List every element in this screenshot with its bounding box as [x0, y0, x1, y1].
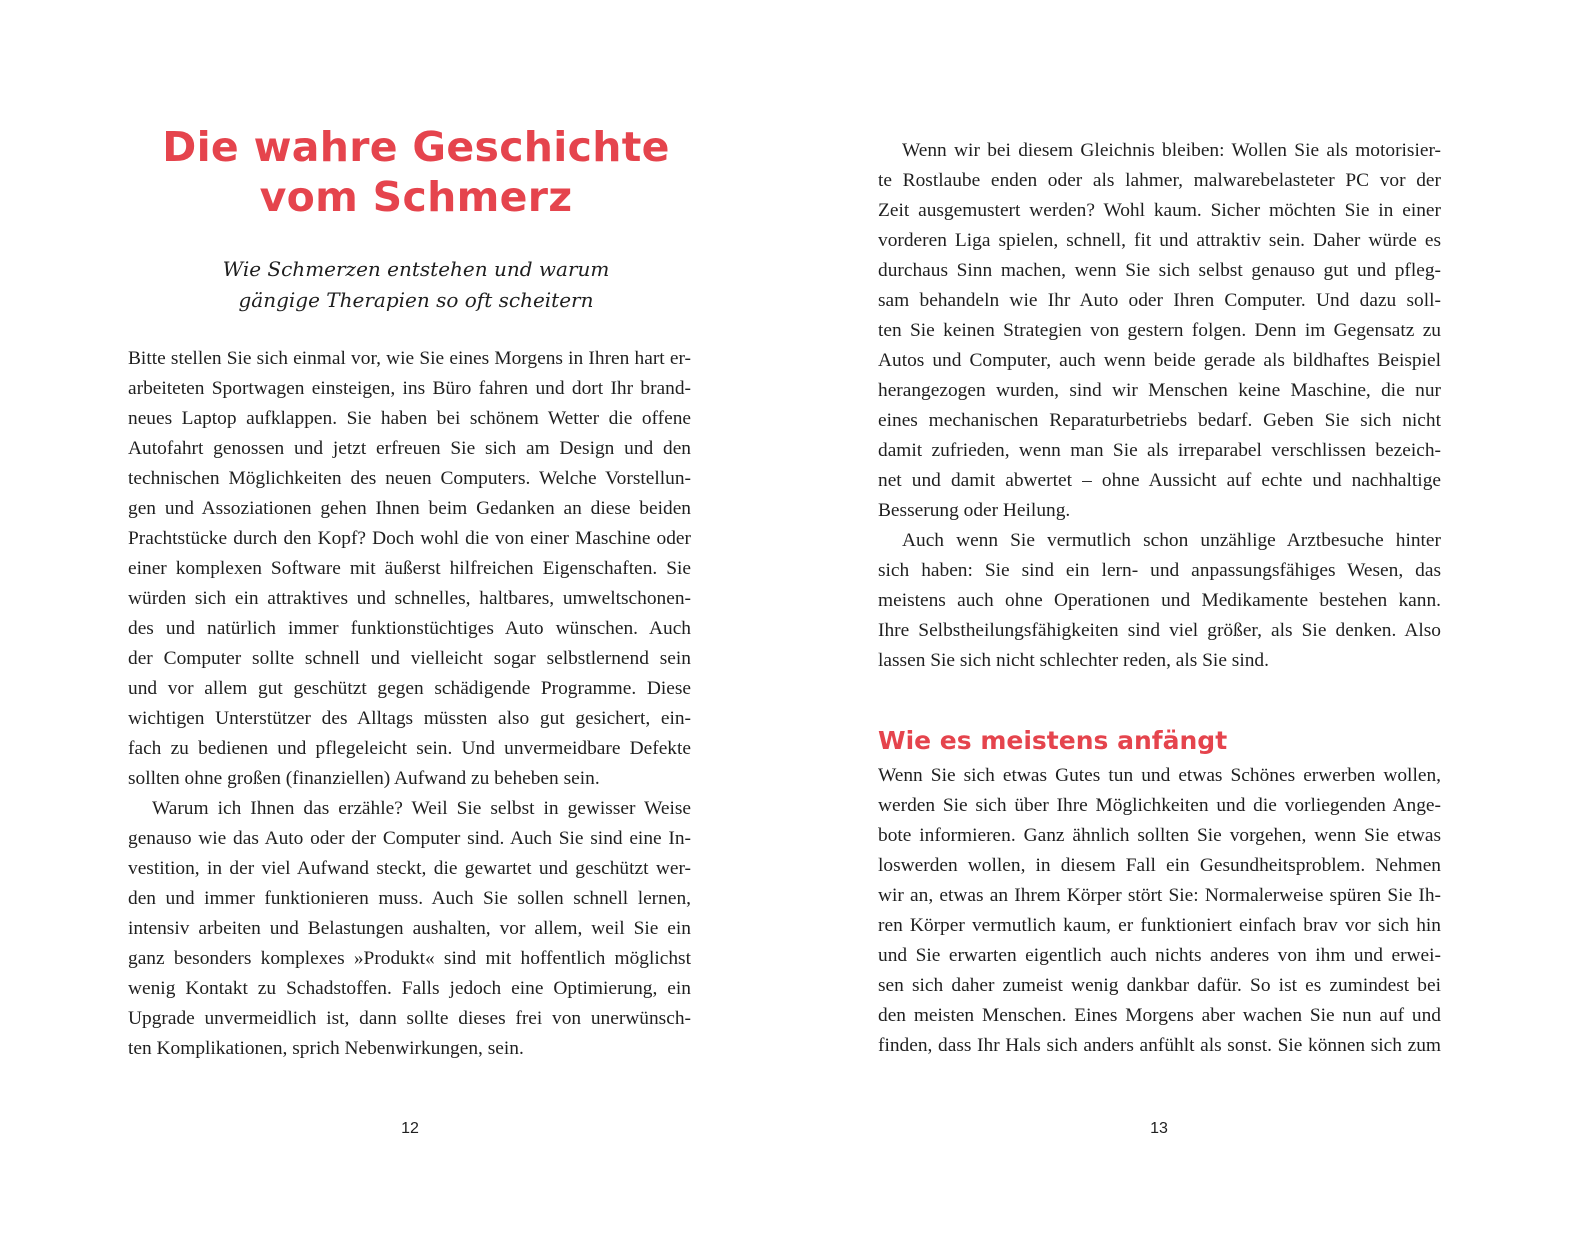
- text-line: einer komplexen Software mit äußerst hilfreichen Eigenschaften. Sie: [128, 558, 691, 579]
- right-page: [797, 0, 1594, 1240]
- text-line: des und natürlich immer funktionstüchtiges Auto wünschen. Auch: [128, 618, 691, 639]
- text-line: wichtigen Unterstützer des Alltags müssten also gut gesichert, ein-: [128, 708, 691, 729]
- left-body-text: [128, 344, 691, 1064]
- text-line: finden, dass Ihr Hals sich anders anfühlt als sonst. Sie können sich zum: [878, 1035, 1441, 1056]
- text-line: sam behandeln wie Ihr Auto oder Ihren Computer. Und dazu soll-: [878, 290, 1441, 311]
- text-line: Warum ich Ihnen das erzähle? Weil Sie selbst in gewisser Weise: [152, 798, 691, 819]
- text-line: sich haben: Sie sind ein lern- und anpassungsfähiges Wesen, das: [878, 560, 1441, 581]
- page-number: 13: [1150, 1120, 1168, 1137]
- text-line: werden Sie sich über Ihre Möglichkeiten und die vorliegenden Ange-: [878, 795, 1441, 816]
- page-number: 12: [401, 1120, 419, 1137]
- text-line: technischen Möglichkeiten des neuen Computers. Welche Vorstellun-: [128, 468, 691, 489]
- text-line: gen und Assoziationen gehen Ihnen beim Gedanken an diese beiden: [128, 498, 691, 519]
- text-line: und vor allem gut geschützt gegen schädigende Programme. Diese: [128, 678, 691, 699]
- text-line: und Sie erwarten eigentlich auch nichts anderes von ihm und erwei-: [878, 945, 1441, 966]
- text-line: Besserung oder Heilung.: [878, 500, 1071, 521]
- text-line: den und immer funktionieren muss. Auch Sie sollen schnell lernen,: [128, 888, 691, 909]
- text-line: den meisten Menschen. Eines Morgens aber wachen Sie nun auf und: [878, 1005, 1441, 1026]
- text-line: meistens auch ohne Operationen und Medikamente bestehen kann.: [878, 590, 1441, 611]
- text-line: Wenn wir bei diesem Gleichnis bleiben: Wollen Sie als motorisier-: [902, 140, 1441, 161]
- text-line: net und damit abwertet – ohne Aussicht auf echte und nachhaltige: [878, 470, 1441, 491]
- chapter-title-line: Die wahre Geschichte: [162, 123, 670, 171]
- text-line: ganz besonders komplexes »Produkt« sind mit hoffentlich möglichst: [128, 948, 691, 969]
- text-line: bote informieren. Ganz ähnlich sollten Sie vorgehen, wenn Sie etwas: [878, 825, 1441, 846]
- text-line: vestition, in der viel Aufwand steckt, die gewartet und geschützt wer-: [128, 858, 691, 879]
- chapter-title-line: vom Schmerz: [259, 173, 573, 221]
- text-line: der Computer sollte schnell und vielleicht sogar selbstlernend sein: [128, 648, 691, 669]
- text-line: würden sich ein attraktives und schnelles, haltbares, umweltschonen-: [128, 588, 691, 609]
- subtitle-line: Wie Schmerzen entstehen und warum: [222, 257, 610, 281]
- text-line: durchaus Sinn machen, wenn Sie sich selbst genauso gut und pfleg-: [878, 260, 1441, 281]
- text-line: loswerden wollen, in diesem Fall ein Gesundheitsproblem. Nehmen: [878, 855, 1441, 876]
- text-line: Bitte stellen Sie sich einmal vor, wie Sie eines Morgens in Ihren hart er-: [128, 348, 691, 369]
- right-body-text-2: [878, 761, 1441, 1061]
- text-line: intensiv arbeiten und Belastungen aushalten, vor allem, weil Sie ein: [128, 918, 691, 939]
- text-line: ten Sie keinen Strategien von gestern folgen. Denn im Gegensatz zu: [878, 320, 1441, 341]
- right-body-text-1: [878, 136, 1441, 676]
- text-line: herangezogen wurden, sind wir Menschen keine Maschine, die nur: [878, 380, 1441, 401]
- text-line: wir an, etwas an Ihrem Körper stört Sie: Normalerweise spüren Sie Ih-: [878, 885, 1441, 906]
- section-title: Wie es meistens anfängt: [878, 726, 1228, 755]
- text-line: ten Komplikationen, sprich Nebenwirkungen, sein.: [128, 1038, 524, 1059]
- text-line: eines mechanischen Reparaturbetriebs bedarf. Geben Sie sich nicht: [878, 410, 1441, 431]
- text-line: fach zu bedienen und pflegeleicht sein. Und unvermeidbare Defekte: [128, 738, 691, 759]
- text-line: Upgrade unvermeidlich ist, dann sollte dieses frei von unerwünsch-: [128, 1008, 691, 1029]
- text-line: Ihre Selbstheilungsfähigkeiten sind viel größer, als Sie denken. Also: [878, 620, 1441, 641]
- text-line: Zeit ausgemustert werden? Wohl kaum. Sicher möchten Sie in einer: [878, 200, 1441, 221]
- text-line: Autos und Computer, auch wenn beide gerade als bildhaftes Beispiel: [878, 350, 1441, 371]
- chapter-subtitle: [128, 254, 704, 316]
- text-line: wenig Kontakt zu Schadstoffen. Falls jedoch eine Optimierung, ein: [128, 978, 691, 999]
- text-line: neues Laptop aufklappen. Sie haben bei schönem Wetter die offene: [128, 408, 691, 429]
- text-line: Wenn Sie sich etwas Gutes tun und etwas Schönes erwerben wollen,: [878, 765, 1441, 786]
- text-line: ren Körper vermutlich kaum, er funktioniert einfach brav vor sich hin: [878, 915, 1441, 936]
- text-line: sollten ohne großen (finanziellen) Aufwand zu beheben sein.: [128, 768, 600, 789]
- text-line: vorderen Liga spielen, schnell, fit und attraktiv sein. Daher würde es: [878, 230, 1441, 251]
- subtitle-line: gängige Therapien so oft scheitern: [238, 288, 594, 312]
- text-line: sen sich daher zumeist wenig dankbar dafür. So ist es zumindest bei: [878, 975, 1441, 996]
- text-line: genauso wie das Auto oder der Computer sind. Auch Sie sind eine In-: [128, 828, 691, 849]
- text-line: lassen Sie sich nicht schlechter reden, als Sie sind.: [878, 650, 1269, 671]
- chapter-title: [128, 122, 704, 222]
- text-line: Prachtstücke durch den Kopf? Doch wohl die von einer Maschine oder: [128, 528, 691, 549]
- text-line: damit zufrieden, wenn man Sie als irreparabel verschlissen bezeich-: [878, 440, 1441, 461]
- text-line: te Rostlaube enden oder als lahmer, malwarebelasteter PC vor der: [878, 170, 1441, 191]
- text-line: arbeiteten Sportwagen einsteigen, ins Büro fahren und dort Ihr brand-: [128, 378, 691, 399]
- text-line: Autofahrt genossen und jetzt erfreuen Sie sich am Design und den: [128, 438, 691, 459]
- text-line: Auch wenn Sie vermutlich schon unzählige Arztbesuche hinter: [902, 530, 1441, 551]
